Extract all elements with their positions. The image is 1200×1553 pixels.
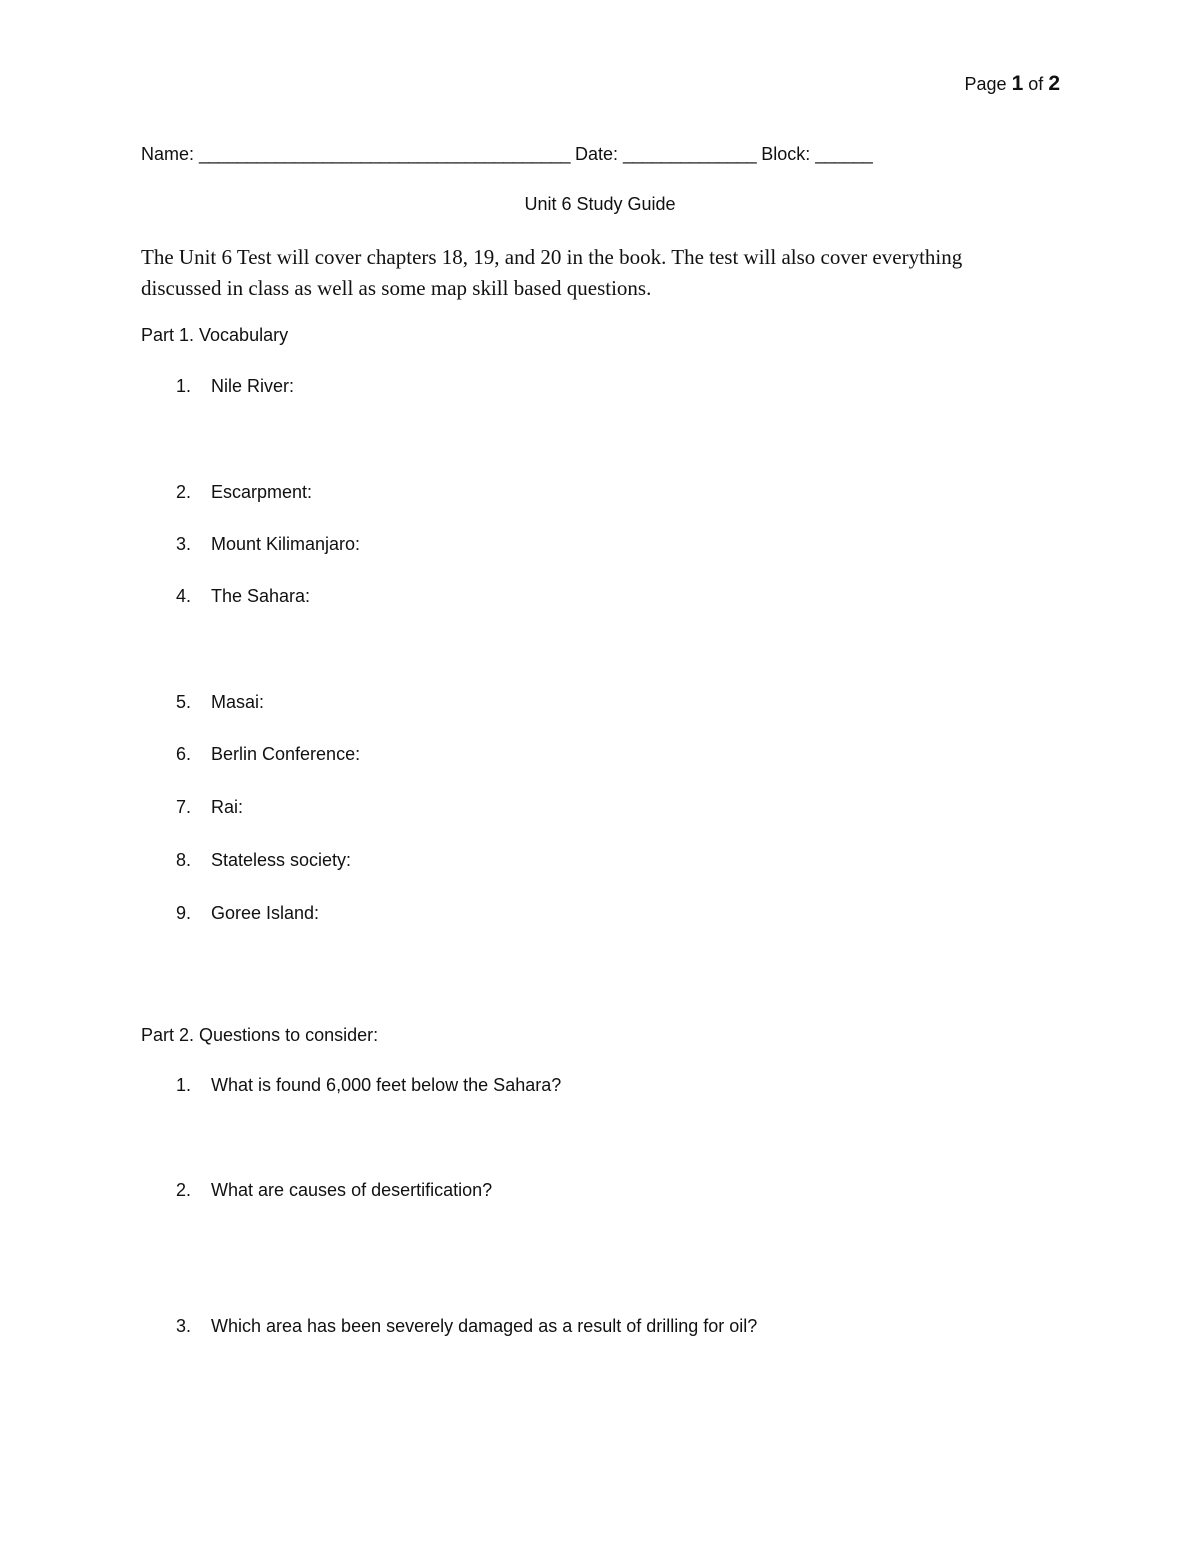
page-total: 2 — [1048, 72, 1060, 95]
item-text: Goree Island: — [211, 903, 320, 923]
intro-paragraph: The Unit 6 Test will cover chapters 18, 19, and 20 in the book. The test will also cover everything discussed in class as well as some map skill based questions. — [141, 245, 963, 300]
page-of-label: of — [1028, 74, 1044, 94]
vocab-item-nile-river — [176, 376, 294, 397]
vocab-item-stateless-society — [176, 850, 351, 871]
name-blank[interactable]: _______________________________________ — [199, 144, 570, 164]
item-number: 2. — [176, 482, 192, 502]
item-text: Escarpment: — [211, 482, 313, 502]
part2-heading: Part 2. Questions to consider: — [141, 1025, 379, 1045]
vocab-item-masai — [176, 692, 264, 713]
item-text: Stateless society: — [211, 850, 352, 870]
page-indicator — [900, 72, 1060, 96]
block-blank[interactable]: ______ — [815, 144, 873, 164]
item-text: The Sahara: — [211, 586, 311, 606]
item-number: 4. — [176, 586, 192, 606]
vocab-item-escarpment — [176, 482, 312, 503]
item-text: Berlin Conference: — [211, 744, 361, 764]
page-current: 1 — [1011, 72, 1024, 95]
item-number: 1. — [176, 1075, 192, 1095]
document-title: Unit 6 Study Guide — [524, 194, 676, 214]
vocab-item-sahara — [176, 586, 310, 607]
part1-heading: Part 1. Vocabulary — [141, 325, 289, 345]
item-number: 5. — [176, 692, 192, 712]
student-info-line — [141, 144, 1061, 165]
item-text: Masai: — [211, 692, 265, 712]
vocab-item-goree-island — [176, 903, 319, 924]
date-label: Date: — [574, 144, 618, 164]
item-number: 2. — [176, 1180, 192, 1200]
item-number: 1. — [176, 376, 192, 396]
item-text: Which area has been severely damaged as a result of drilling for oil? — [211, 1316, 758, 1336]
item-text: Nile River: — [211, 376, 295, 396]
item-text: Rai: — [211, 797, 244, 817]
item-text: What are causes of desertification? — [211, 1180, 493, 1200]
date-blank[interactable]: ______________ — [623, 144, 757, 164]
item-number: 9. — [176, 903, 192, 923]
item-number: 3. — [176, 534, 192, 554]
question-item-1 — [176, 1075, 561, 1096]
vocab-item-berlin-conference — [176, 744, 360, 765]
item-number: 6. — [176, 744, 192, 764]
question-item-3 — [176, 1316, 757, 1337]
question-item-2 — [176, 1180, 492, 1201]
item-number: 8. — [176, 850, 192, 870]
name-label: Name: — [141, 144, 195, 164]
block-label: Block: — [761, 144, 811, 164]
item-text: What is found 6,000 feet below the Sahara? — [211, 1075, 562, 1095]
item-number: 7. — [176, 797, 192, 817]
vocab-item-rai — [176, 797, 243, 818]
page-label: Page — [964, 74, 1007, 94]
item-text: Mount Kilimanjaro: — [211, 534, 361, 554]
vocab-item-kilimanjaro — [176, 534, 360, 555]
item-number: 3. — [176, 1316, 192, 1336]
